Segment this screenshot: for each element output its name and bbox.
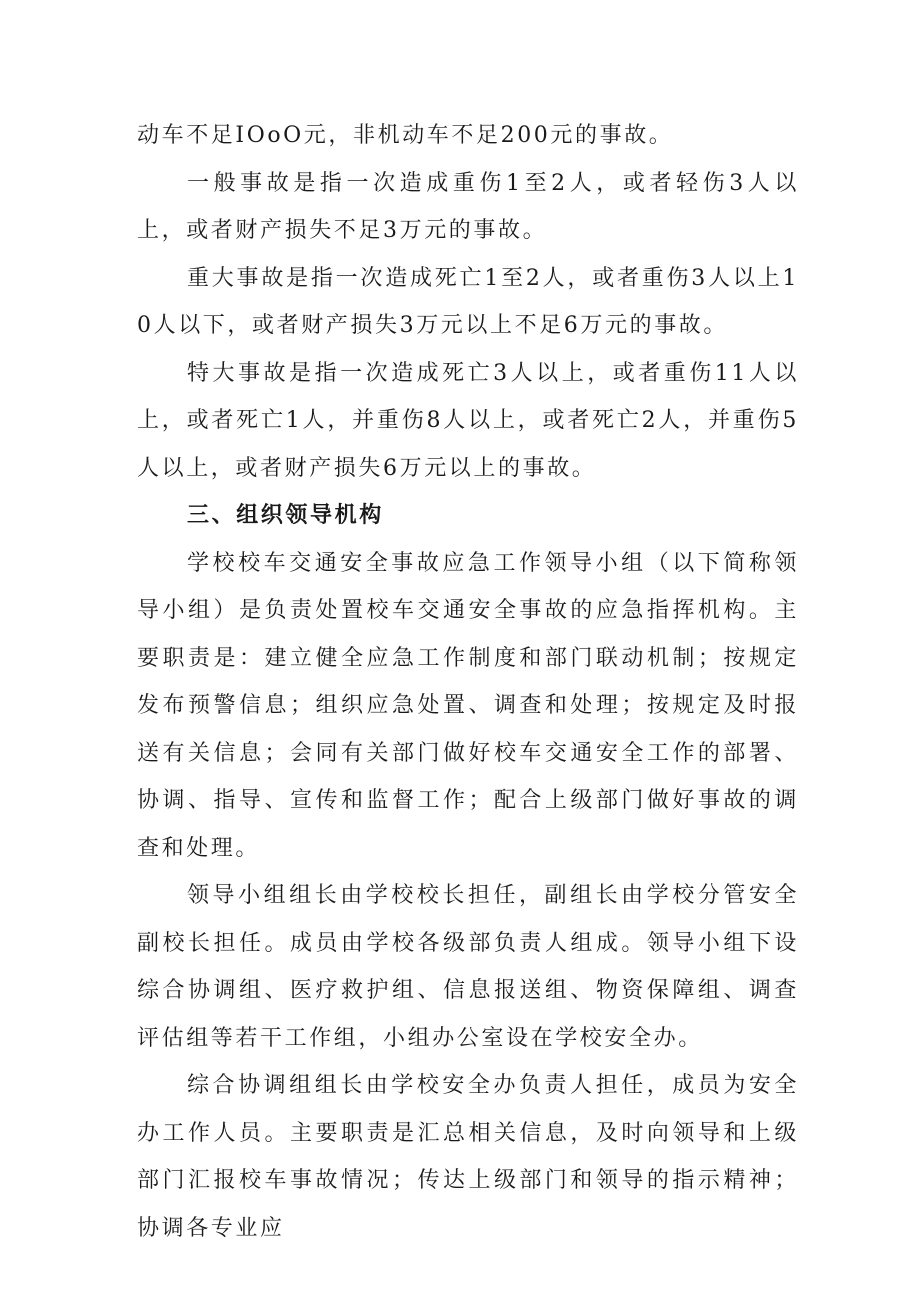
section-heading: 三、组织领导机构 xyxy=(187,503,384,528)
group-members-paragraph: 领导小组组长由学校校长担任，副组长由学校分管安全副校长担任。成员由学校各级部负责人组成。领导小组下设综合协调组、医疗救护组、信息报送组、物资保障组、调查评估组等若干工作组，小组办公室设在学校安全办。 xyxy=(137,883,799,1051)
severe-accident-paragraph: 特大事故是指一次造成死亡3人以上，或者重伤11人以上，或者死亡1人，并重伤8人以上，或者死亡2人，并重伤5人以上，或者财产损失6万元以上的事故。 xyxy=(137,360,799,481)
document-body xyxy=(137,112,799,1252)
general-accident-paragraph: 一般事故是指一次造成重伤1至2人，或者轻伤3人以上，或者财产损失不足3万元的事故。 xyxy=(137,170,799,243)
continued-paragraph: 动车不足IOoO元，非机动车不足200元的事故。 xyxy=(137,123,674,148)
leadership-group-paragraph: 学校校车交通安全事故应急工作领导小组（以下简称领导小组）是负责处置校车交通安全事故的应急指挥机构。主要职责是：建立健全应急工作制度和部门联动机制；按规定发布预警信息；组织应急处置、调查和处理；按规定及时报送有关信息；会同有关部门做好校车交通安全工作的部署、协调、指导、宣传和监督工作；配合上级部门做好事故的调查和处理。 xyxy=(137,550,799,861)
coordination-group-paragraph: 综合协调组组长由学校安全办负责人担任，成员为安全办工作人员。主要职责是汇总相关信息，及时向领导和上级部门汇报校车事故情况；传达上级部门和领导的指示精神；协调各专业应 xyxy=(137,1073,799,1241)
major-accident-paragraph: 重大事故是指一次造成死亡1至2人，或者重伤3人以上10人以下，或者财产损失3万元以上不足6万元的事故。 xyxy=(137,265,799,338)
